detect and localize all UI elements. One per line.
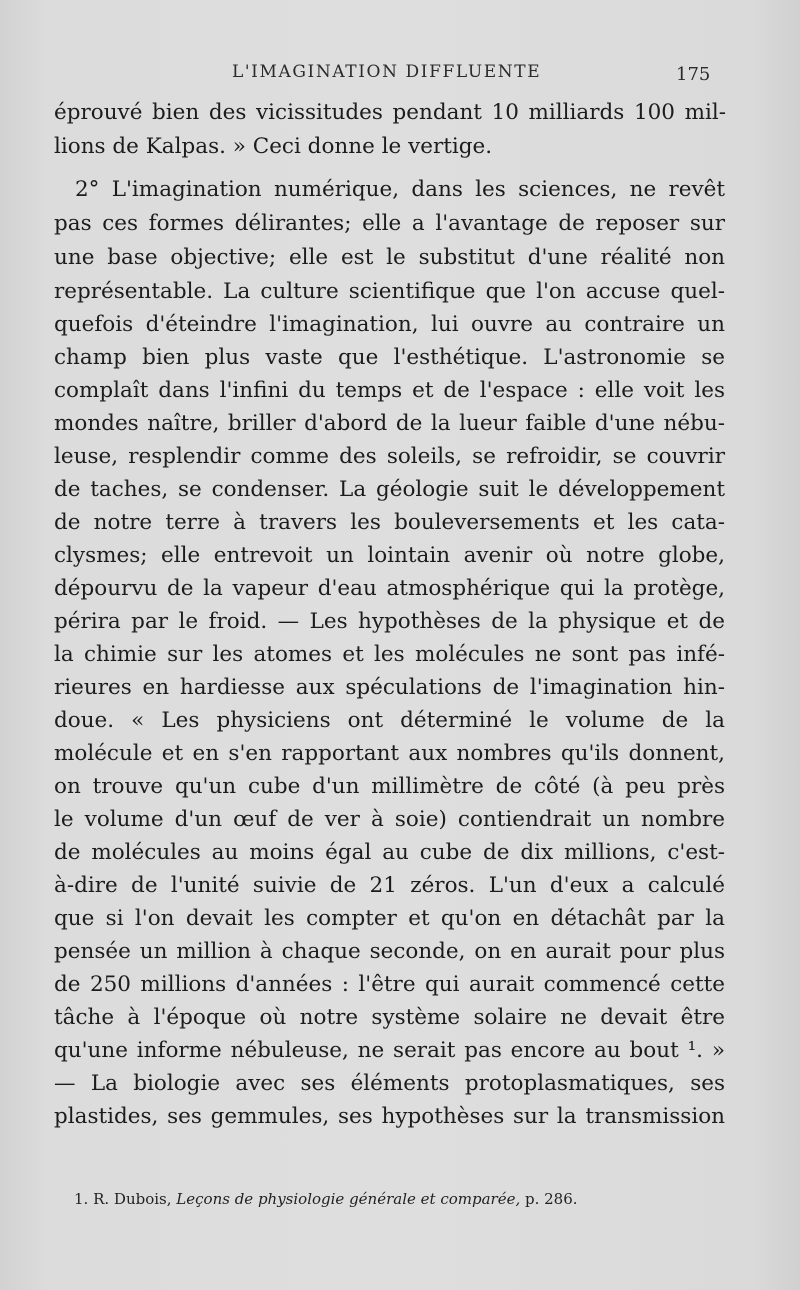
text-line: la chimie sur les atomes et les molécules ne sont pas infé- xyxy=(54,642,725,667)
text-line: à-dire de l'unité suivie de 21 zéros. L'un d'eux a calculé xyxy=(54,873,725,898)
text-line: lions de Kalpas. » Ceci donne le vertige. xyxy=(54,134,493,159)
text-line: 2° L'imagination numérique, dans les sciences, ne revêt xyxy=(75,177,725,202)
text-line: que si l'on devait les compter et qu'on en détachât par la xyxy=(54,906,725,931)
text-line: leuse, resplendir comme des soleils, se refroidir, se couvrir xyxy=(54,444,725,469)
text-line: quefois d'éteindre l'imagination, lui ouvre au contraire un xyxy=(54,312,725,337)
text-line: une base objective; elle est le substitut d'une réalité non xyxy=(54,245,725,270)
text-line: qu'une informe nébuleuse, ne serait pas encore au bout ¹. » xyxy=(54,1038,725,1063)
text-line: le volume d'un œuf de ver à soie) contiendrait un nombre xyxy=(54,807,725,832)
text-line: dépourvu de la vapeur d'eau atmosphérique qui la protège, xyxy=(54,576,725,601)
text-line: de 250 millions d'années : l'être qui aurait commencé cette xyxy=(54,972,725,997)
text-line: mondes naître, briller d'abord de la lueur faible d'une nébu- xyxy=(54,411,725,436)
text-line: plastides, ses gemmules, ses hypothèses sur la transmission xyxy=(54,1104,725,1129)
text-line: pas ces formes délirantes; elle a l'avantage de reposer sur xyxy=(54,211,725,236)
page-number: 175 xyxy=(676,64,711,85)
text-line: clysmes; elle entrevoit un lointain avenir où notre globe, xyxy=(54,543,725,568)
text-line: de molécules au moins égal au cube de dix millions, c'est- xyxy=(54,840,725,865)
text-line: pensée un million à chaque seconde, on en aurait pour plus xyxy=(54,939,725,964)
running-title: L'IMAGINATION DIFFLUENTE xyxy=(232,62,542,82)
text-line: on trouve qu'un cube d'un millimètre de côté (à peu près xyxy=(54,774,725,799)
footnote-title: Leçons de physiologie générale et comparée, xyxy=(176,1190,521,1208)
footnote-page: p. 286. xyxy=(525,1190,578,1208)
text-line: molécule et en s'en rapportant aux nombres qu'ils donnent, xyxy=(54,741,725,766)
footnote-author: R. Dubois, xyxy=(93,1190,172,1208)
text-line: — La biologie avec ses éléments protoplasmatiques, ses xyxy=(54,1071,725,1096)
text-line: doue. « Les physiciens ont déterminé le volume de la xyxy=(54,708,725,733)
text-line: représentable. La culture scientifique que l'on accuse quel- xyxy=(54,279,725,304)
text-line: complaît dans l'infini du temps et de l'espace : elle voit les xyxy=(54,378,725,403)
footnote-number: 1. xyxy=(74,1190,89,1208)
footnote xyxy=(74,1190,578,1208)
text-line: tâche à l'époque où notre système solaire ne devait être xyxy=(54,1005,725,1030)
text-line: champ bien plus vaste que l'esthétique. L'astronomie se xyxy=(54,345,725,370)
text-line: éprouvé bien des vicissitudes pendant 10 milliards 100 mil- xyxy=(54,100,726,125)
text-line: de notre terre à travers les bouleversements et les cata- xyxy=(54,510,725,535)
text-line: périra par le froid. — Les hypothèses de la physique et de xyxy=(54,609,725,634)
text-line: de taches, se condenser. La géologie suit le développement xyxy=(54,477,725,502)
text-line: rieures en hardiesse aux spéculations de l'imagination hin- xyxy=(54,675,725,700)
